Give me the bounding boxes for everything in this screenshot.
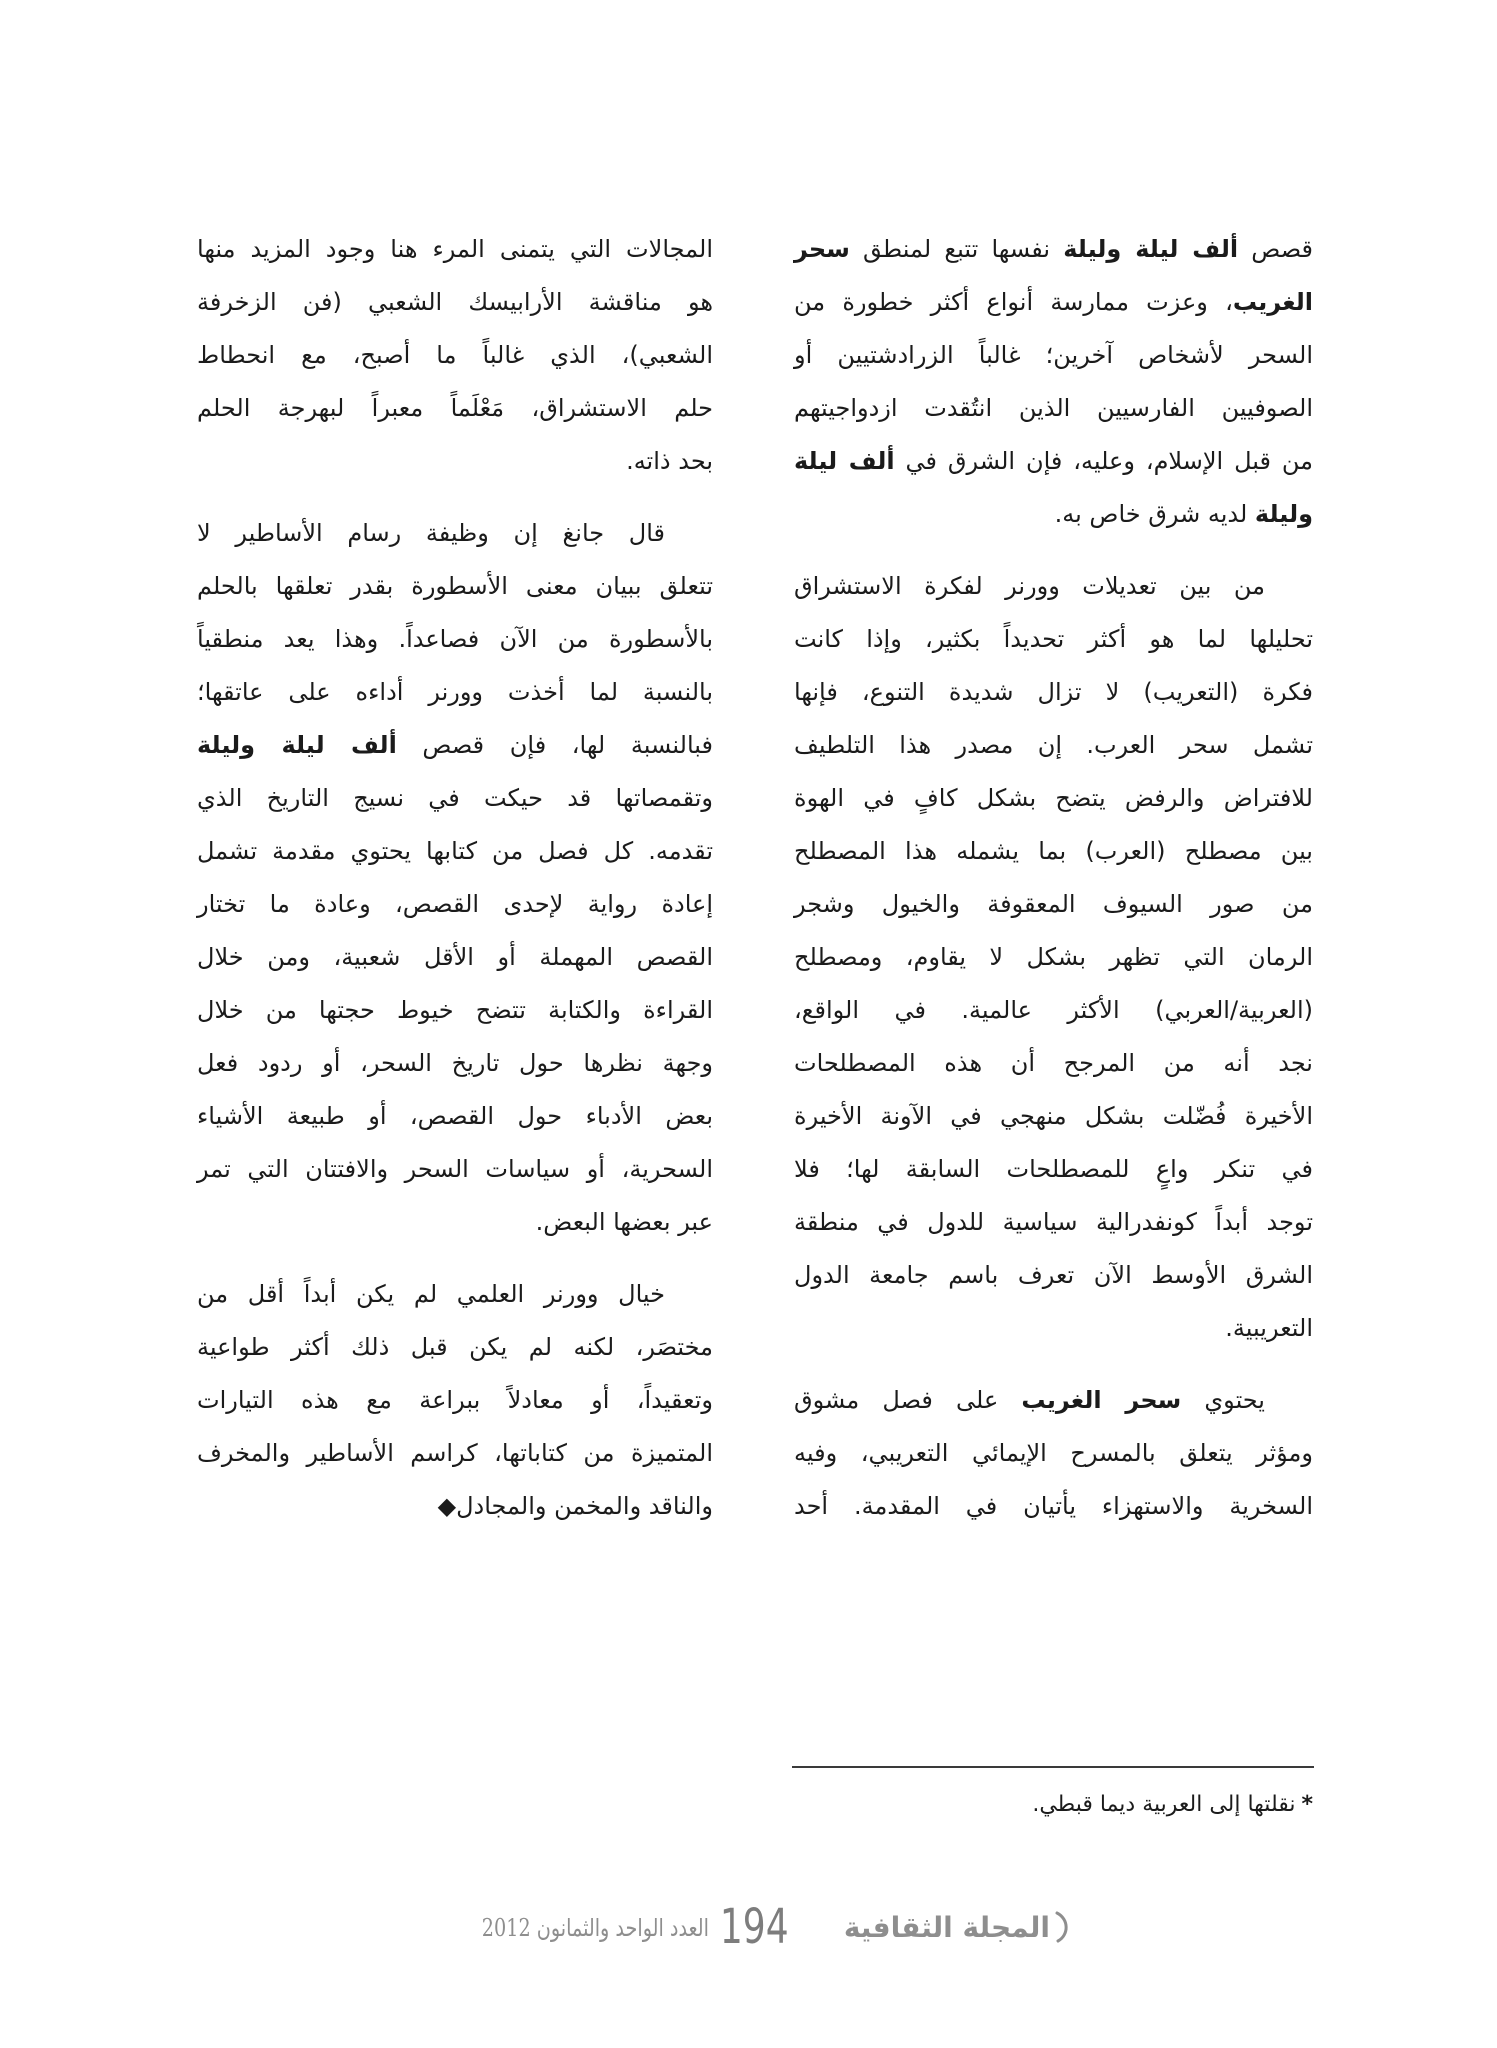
- text-line: وتعقيداً، أو معادلاً ببراعة مع هذه التيارات: [197, 1386, 713, 1414]
- text-line: حلم الاستشراق، مَعْلَماً معبراً لبهرجة الحلم: [197, 394, 713, 422]
- text-line: تحليلها لما هو أكثر تحديداً بكثير، وإذا كانت: [794, 625, 1313, 653]
- text-line: عبر بعضها البعض.: [535, 1208, 713, 1236]
- text-line: وجهة نظرها حول تاريخ السحر، أو ردود فعل: [197, 1049, 713, 1077]
- left-column: [197, 223, 713, 1552]
- text-segment: على فصل مشوق: [794, 1386, 1022, 1414]
- text-line: بالنسبة لما أخذت وورنر أداءه على عاتقها؛: [197, 678, 713, 706]
- text-segment: فبالنسبة لها، فإن قصص: [396, 731, 713, 759]
- title-emphasis: وليلة: [1254, 500, 1313, 528]
- magazine-name: المجلة الثقافية: [843, 1910, 1050, 1944]
- text-line: مختصَر، لكنه لم يكن قبل ذلك أكثر طواعية: [197, 1333, 713, 1361]
- magazine-logo: [801, 1906, 1070, 1948]
- text-line: توجد أبداً كونفدرالية سياسية للدول في منطقة: [794, 1208, 1313, 1236]
- text-line: تقدمه. كل فصل من كتابها يحتوي مقدمة تشمل: [197, 837, 713, 865]
- text-line: ومؤثر يتعلق بالمسرح الإيمائي التعريبي، وفيه: [794, 1439, 1313, 1467]
- text-line: من صور السيوف المعقوفة والخيول وشجر: [794, 890, 1313, 918]
- footnote-text: نقلتها إلى العربية ديما قبطي.: [1032, 1792, 1296, 1817]
- text-line: فكرة (التعريب) لا تزال شديدة التنوع، فإنها: [794, 678, 1313, 706]
- footnote: [1032, 1785, 1313, 1825]
- text-line: (العربية/العربي) الأكثر عالمية. في الواقع،: [794, 996, 1313, 1024]
- text-line: المتميزة من كتاباتها، كراسم الأساطير والمخرف: [197, 1439, 713, 1467]
- paragraph: [794, 1374, 1313, 1533]
- text-line: الرمان التي تظهر بشكل لا يقاوم، ومصطلح: [794, 943, 1313, 971]
- text-line: الصوفيين الفارسيين الذين انتُقدت ازدواجيتهم: [794, 394, 1313, 422]
- text-segment: من قبل الإسلام، وعليه، فإن الشرق في: [894, 447, 1313, 475]
- title-emphasis: ألف ليلة: [794, 447, 895, 475]
- text-line: من بين تعديلات وورنر لفكرة الاستشراق: [794, 572, 1265, 600]
- text-line: بين مصطلح (العرب) بما يشمله هذا المصطلح: [794, 837, 1313, 865]
- title-emphasis: ألف ليلة وليلة: [197, 731, 397, 759]
- text-segment: نفسها تتبع لمنطق: [849, 235, 1064, 263]
- title-emphasis: ألف ليلة وليلة: [1063, 235, 1239, 263]
- text-line: القراءة والكتابة تتضح خيوط حجتها من خلال: [197, 996, 713, 1024]
- footnote-marker: *: [1301, 1792, 1313, 1817]
- text-line: السخرية والاستهزاء يأتيان في المقدمة. أحد: [794, 1492, 1313, 1520]
- text-line: [794, 276, 1313, 329]
- footnote-rule: [792, 1766, 1314, 1768]
- text-line: والناقد والمخمن والمجادل◆: [437, 1492, 713, 1520]
- text-segment: لديه شرق خاص به.: [1054, 500, 1255, 528]
- title-emphasis: سحر الغريب: [1021, 1386, 1182, 1414]
- paragraph: [794, 560, 1313, 1355]
- text-line: إعادة رواية لإحدى القصص، وعادة ما تختار: [197, 890, 713, 918]
- paragraph: [794, 223, 1313, 541]
- text-segment: يحتوي: [1181, 1386, 1265, 1414]
- paragraph: [197, 223, 713, 488]
- right-column: [794, 223, 1313, 1552]
- text-line: السحر لأشخاص آخرين؛ غالباً الزرادشتيين أو: [794, 341, 1313, 369]
- text-line: القصص المهملة أو الأقل شعبية، ومن خلال: [197, 943, 713, 971]
- text-line: بالأسطورة من الآن فصاعداً. وهذا يعد منطقياً: [197, 625, 713, 653]
- text-line: بعض الأدباء حول القصص، أو طبيعة الأشياء: [197, 1102, 713, 1130]
- text-line: تتعلق ببيان معنى الأسطورة بقدر تعلقها بالحلم: [197, 572, 713, 600]
- text-line: خيال وورنر العلمي لم يكن أبداً أقل من: [197, 1280, 665, 1308]
- text-line: نجد أنه من المرجح أن هذه المصطلحات: [794, 1049, 1313, 1077]
- text-line: هو مناقشة الأرابيسك الشعبي (فن الزخرفة: [197, 288, 713, 316]
- text-line: الشرق الأوسط الآن تعرف باسم جامعة الدول: [794, 1261, 1313, 1289]
- text-line: المجالات التي يتمنى المرء هنا وجود المزيد منها: [197, 235, 713, 263]
- page-number: 194: [720, 1899, 789, 1955]
- text-line: للافتراض والرفض يتضح بشكل كافٍ في الهوة: [794, 784, 1313, 812]
- text-segment: ، وعزت ممارسة أنواع أكثر خطورة من: [794, 288, 1233, 316]
- text-line: التعريبية.: [1225, 1314, 1313, 1342]
- text-line: [794, 223, 1313, 276]
- text-line: تشمل سحر العرب. إن مصدر هذا التلطيف: [794, 731, 1313, 759]
- text-line: [794, 488, 1313, 541]
- text-line: وتقمصاتها قد حيكت في نسيج التاريخ الذي: [197, 784, 713, 812]
- text-segment: قصص: [1238, 235, 1313, 263]
- title-emphasis: سحر: [794, 235, 850, 263]
- text-line: الأخيرة فُضّلت بشكل منهجي في الآونة الأخيرة: [794, 1102, 1313, 1130]
- title-emphasis: الغريب: [1232, 288, 1313, 316]
- text-line: السحرية، أو سياسات السحر والافتتان التي تمر: [197, 1155, 713, 1183]
- text-line: في تنكر واعٍ للمصطلحات السابقة لها؛ فلا: [794, 1155, 1313, 1183]
- paragraph: [197, 507, 713, 1249]
- text-line: الشعبي)، الذي غالباً ما أصبح، مع انحطاط: [197, 341, 713, 369]
- text-line: [794, 1374, 1313, 1427]
- text-line: [794, 435, 1313, 488]
- text-line: قال جانغ إن وظيفة رسام الأساطير لا: [197, 519, 665, 547]
- text-line: بحد ذاته.: [626, 447, 713, 475]
- paragraph: [197, 1268, 713, 1533]
- text-line: [197, 719, 713, 772]
- issue-label: العدد الواحد والثمانون 2012: [481, 1914, 709, 1942]
- logo-swoosh: [1054, 1910, 1070, 1944]
